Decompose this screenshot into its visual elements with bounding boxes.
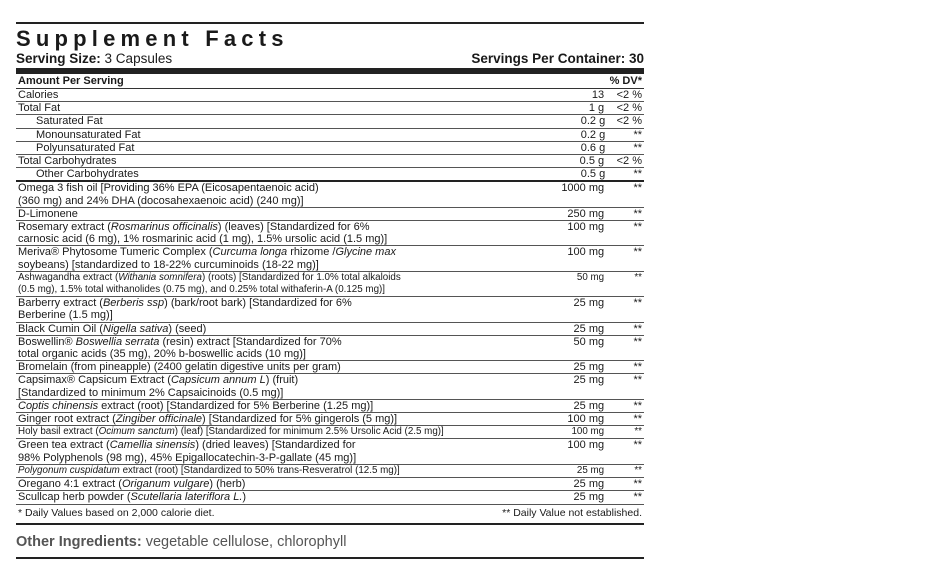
other-ingredients-label: Other Ingredients: bbox=[16, 534, 142, 550]
supplement-facts-panel bbox=[16, 22, 644, 525]
dv-header: % DV* bbox=[609, 75, 642, 87]
row-ingredient: Rosemary extract (Rosmarinus officinalis) (leaves) [Standardized for 6% carnosic acid (6 mg), 1% rosmarinic acid (1 mg), 1.5% ursolic acid (1.5 mg)] bbox=[18, 221, 388, 246]
row-ingredient: Barberry extract (Berberis ssp) (bark/root bark) [Standardized for 6% Berberine (1.5 mg)] bbox=[18, 297, 352, 322]
row-ingredient: Calories bbox=[18, 89, 59, 101]
table-row bbox=[16, 465, 644, 478]
table-row bbox=[16, 168, 644, 182]
table-row bbox=[16, 478, 644, 491]
row-dv: ** bbox=[633, 128, 642, 141]
row-ingredient: Polyunsaturated Fat bbox=[36, 141, 135, 154]
row-amount: 25 mg bbox=[573, 322, 605, 335]
row-amount: 25 mg bbox=[573, 297, 605, 310]
row-dv: ** bbox=[634, 271, 642, 283]
row-dv: ** bbox=[634, 464, 642, 476]
row-dv: ** bbox=[633, 361, 642, 374]
row-dv: <2 % bbox=[616, 155, 642, 168]
row-dv: <2 % bbox=[616, 102, 642, 115]
row-amount: 13 bbox=[591, 89, 605, 101]
ingredient-rows bbox=[16, 89, 644, 505]
servings-per-container: Servings Per Container: 30 bbox=[471, 51, 644, 66]
row-dv: ** bbox=[634, 426, 642, 438]
row-ingredient: Polygonum cuspidatum extract (root) [Standardized to 50% trans-Resveratrol (12.5 mg)] bbox=[18, 464, 400, 476]
row-ingredient: Other Carbohydrates bbox=[36, 168, 139, 181]
panel-title: Supplement Facts bbox=[16, 26, 289, 51]
row-dv: <2 % bbox=[616, 115, 642, 128]
row-ingredient: Green tea extract (Camellia sinensis) (dried leaves) [Standardized for 98% Polyphenols (98 mg), 45% Epigallocatechin-3-P-gallate (45 mg)] bbox=[18, 439, 357, 464]
row-dv: ** bbox=[633, 322, 642, 335]
row-amount: 25 mg bbox=[573, 374, 605, 387]
table-row bbox=[16, 400, 644, 413]
row-ingredient: Omega 3 fish oil [Providing 36% EPA (Eicosapentaenoic acid) (360 mg) and 24% DHA (docosahexaenoic acid) (240 mg)] bbox=[18, 182, 319, 207]
other-ingredients-value: vegetable cellulose, chlorophyll bbox=[145, 534, 347, 550]
table-row bbox=[16, 115, 644, 128]
table-row bbox=[16, 102, 644, 115]
row-dv: ** bbox=[633, 297, 642, 310]
row-ingredient: Ashwagandha extract (Withania somnifera) (roots) [Standardized for 1.0% total alkaloids (0.5 mg), 1.5% total withanolides (0.75 mg), and 0.25% total withaferin-A (0.125 mg)] bbox=[18, 271, 401, 296]
row-ingredient: Ginger root extract (Zingiber officinale) [Standardized for 5% gingerols (5 mg)] bbox=[18, 413, 398, 426]
row-amount: 25 mg bbox=[573, 491, 605, 504]
row-ingredient: Saturated Fat bbox=[36, 115, 103, 128]
table-row bbox=[16, 182, 644, 207]
row-amount: 0.5 g bbox=[580, 168, 606, 181]
row-dv: ** bbox=[633, 399, 642, 412]
footnote-daily-values: * Daily Values based on 2,000 calorie diet. bbox=[18, 506, 215, 519]
row-amount: 100 mg bbox=[567, 246, 605, 259]
table-row bbox=[16, 246, 644, 271]
bottom-rule bbox=[16, 557, 644, 559]
serving-size: Serving Size: 3 Capsules bbox=[16, 51, 173, 66]
row-ingredient: D-Limonene bbox=[18, 207, 78, 220]
row-ingredient: Oregano 4:1 extract (Origanum vulgare) (herb) bbox=[18, 478, 246, 491]
amount-per-serving-header: Amount Per Serving bbox=[18, 75, 124, 87]
row-amount: 1 g bbox=[588, 102, 605, 115]
row-dv: ** bbox=[633, 491, 642, 504]
table-row bbox=[16, 142, 644, 155]
row-dv: ** bbox=[633, 413, 642, 426]
table-row bbox=[16, 221, 644, 246]
table-row bbox=[16, 208, 644, 221]
table-row bbox=[16, 155, 644, 168]
table-row bbox=[16, 491, 644, 504]
row-dv: ** bbox=[633, 439, 642, 452]
row-amount: 0.2 g bbox=[580, 128, 606, 141]
row-dv: ** bbox=[633, 168, 642, 181]
row-amount: 0.5 g bbox=[579, 155, 605, 168]
row-amount: 50 mg bbox=[573, 335, 605, 348]
row-dv: ** bbox=[633, 182, 642, 195]
row-ingredient: Black Cumin Oil (Nigella sativa) (seed) bbox=[18, 322, 207, 335]
table-row bbox=[16, 129, 644, 142]
row-dv: ** bbox=[633, 141, 642, 154]
row-ingredient: Total Carbohydrates bbox=[18, 155, 117, 168]
row-dv: ** bbox=[633, 374, 642, 387]
row-dv: ** bbox=[633, 221, 642, 234]
row-amount: 1000 mg bbox=[561, 182, 605, 195]
row-ingredient: Scullcap herb powder (Scutellaria lateriflora L.) bbox=[18, 491, 247, 504]
table-row bbox=[16, 361, 644, 374]
table-row bbox=[16, 297, 644, 322]
table-row bbox=[16, 439, 644, 464]
top-rule bbox=[16, 22, 644, 24]
row-ingredient: Boswellin® Boswellia serrata (resin) extract [Standardized for 70% total organic acids (35 mg), 20% b-boswellic acids (10 mg)] bbox=[18, 335, 342, 361]
row-ingredient: Total Fat bbox=[18, 102, 61, 115]
row-amount: 100 mg bbox=[567, 413, 605, 426]
footnote-not-established: ** Daily Value not established. bbox=[502, 506, 642, 519]
row-amount: 0.2 g bbox=[580, 115, 606, 128]
row-amount: 100 mg bbox=[567, 439, 605, 452]
row-dv: ** bbox=[633, 207, 642, 220]
row-ingredient: Coptis chinensis extract (root) [Standardized for 5% Berberine (1.25 mg)] bbox=[18, 399, 374, 412]
table-row bbox=[16, 323, 644, 336]
table-row bbox=[16, 89, 644, 102]
row-ingredient: Bromelain (from pineapple) (2400 gelatin digestive units per gram) bbox=[18, 361, 341, 374]
serving-info bbox=[16, 51, 644, 67]
row-ingredient: Capsimax® Capsicum Extract (Capsicum annum L) (fruit) [Standardized to minimum 2% Capsaicinoids (0.5 mg)] bbox=[18, 374, 299, 399]
other-ingredients bbox=[16, 534, 346, 550]
row-amount: 25 mg bbox=[573, 478, 605, 491]
row-amount: 100 mg bbox=[567, 221, 605, 234]
row-amount: 250 mg bbox=[567, 207, 605, 220]
row-ingredient: Meriva® Phytosome Tumeric Complex (Curcuma longa rhizome /Glycine max soybeans) [standardized to 18-22% curcuminoids (18-22 mg)] bbox=[18, 246, 396, 271]
table-row bbox=[16, 426, 644, 439]
row-ingredient: Monounsaturated Fat bbox=[36, 128, 141, 141]
row-amount: 0.6 g bbox=[580, 141, 606, 154]
row-ingredient: Holy basil extract (Ocimum sanctum) (leaf) [Standardized for minimum 2.5% Ursolic Acid (2.5 mg)] bbox=[18, 426, 444, 438]
row-dv: <2 % bbox=[616, 89, 642, 101]
row-amount: 25 mg bbox=[573, 399, 605, 412]
row-dv: ** bbox=[633, 246, 642, 259]
row-amount: 25 mg bbox=[573, 361, 605, 374]
table-row bbox=[16, 374, 644, 399]
table-row bbox=[16, 336, 644, 361]
row-amount: 50 mg bbox=[576, 271, 605, 283]
table-row bbox=[16, 272, 644, 297]
footnotes bbox=[16, 505, 644, 525]
row-dv: ** bbox=[633, 478, 642, 491]
row-dv: ** bbox=[633, 335, 642, 348]
row-amount: 25 mg bbox=[576, 464, 605, 476]
table-row bbox=[16, 413, 644, 426]
table-header bbox=[16, 74, 644, 89]
row-amount: 100 mg bbox=[571, 426, 605, 438]
